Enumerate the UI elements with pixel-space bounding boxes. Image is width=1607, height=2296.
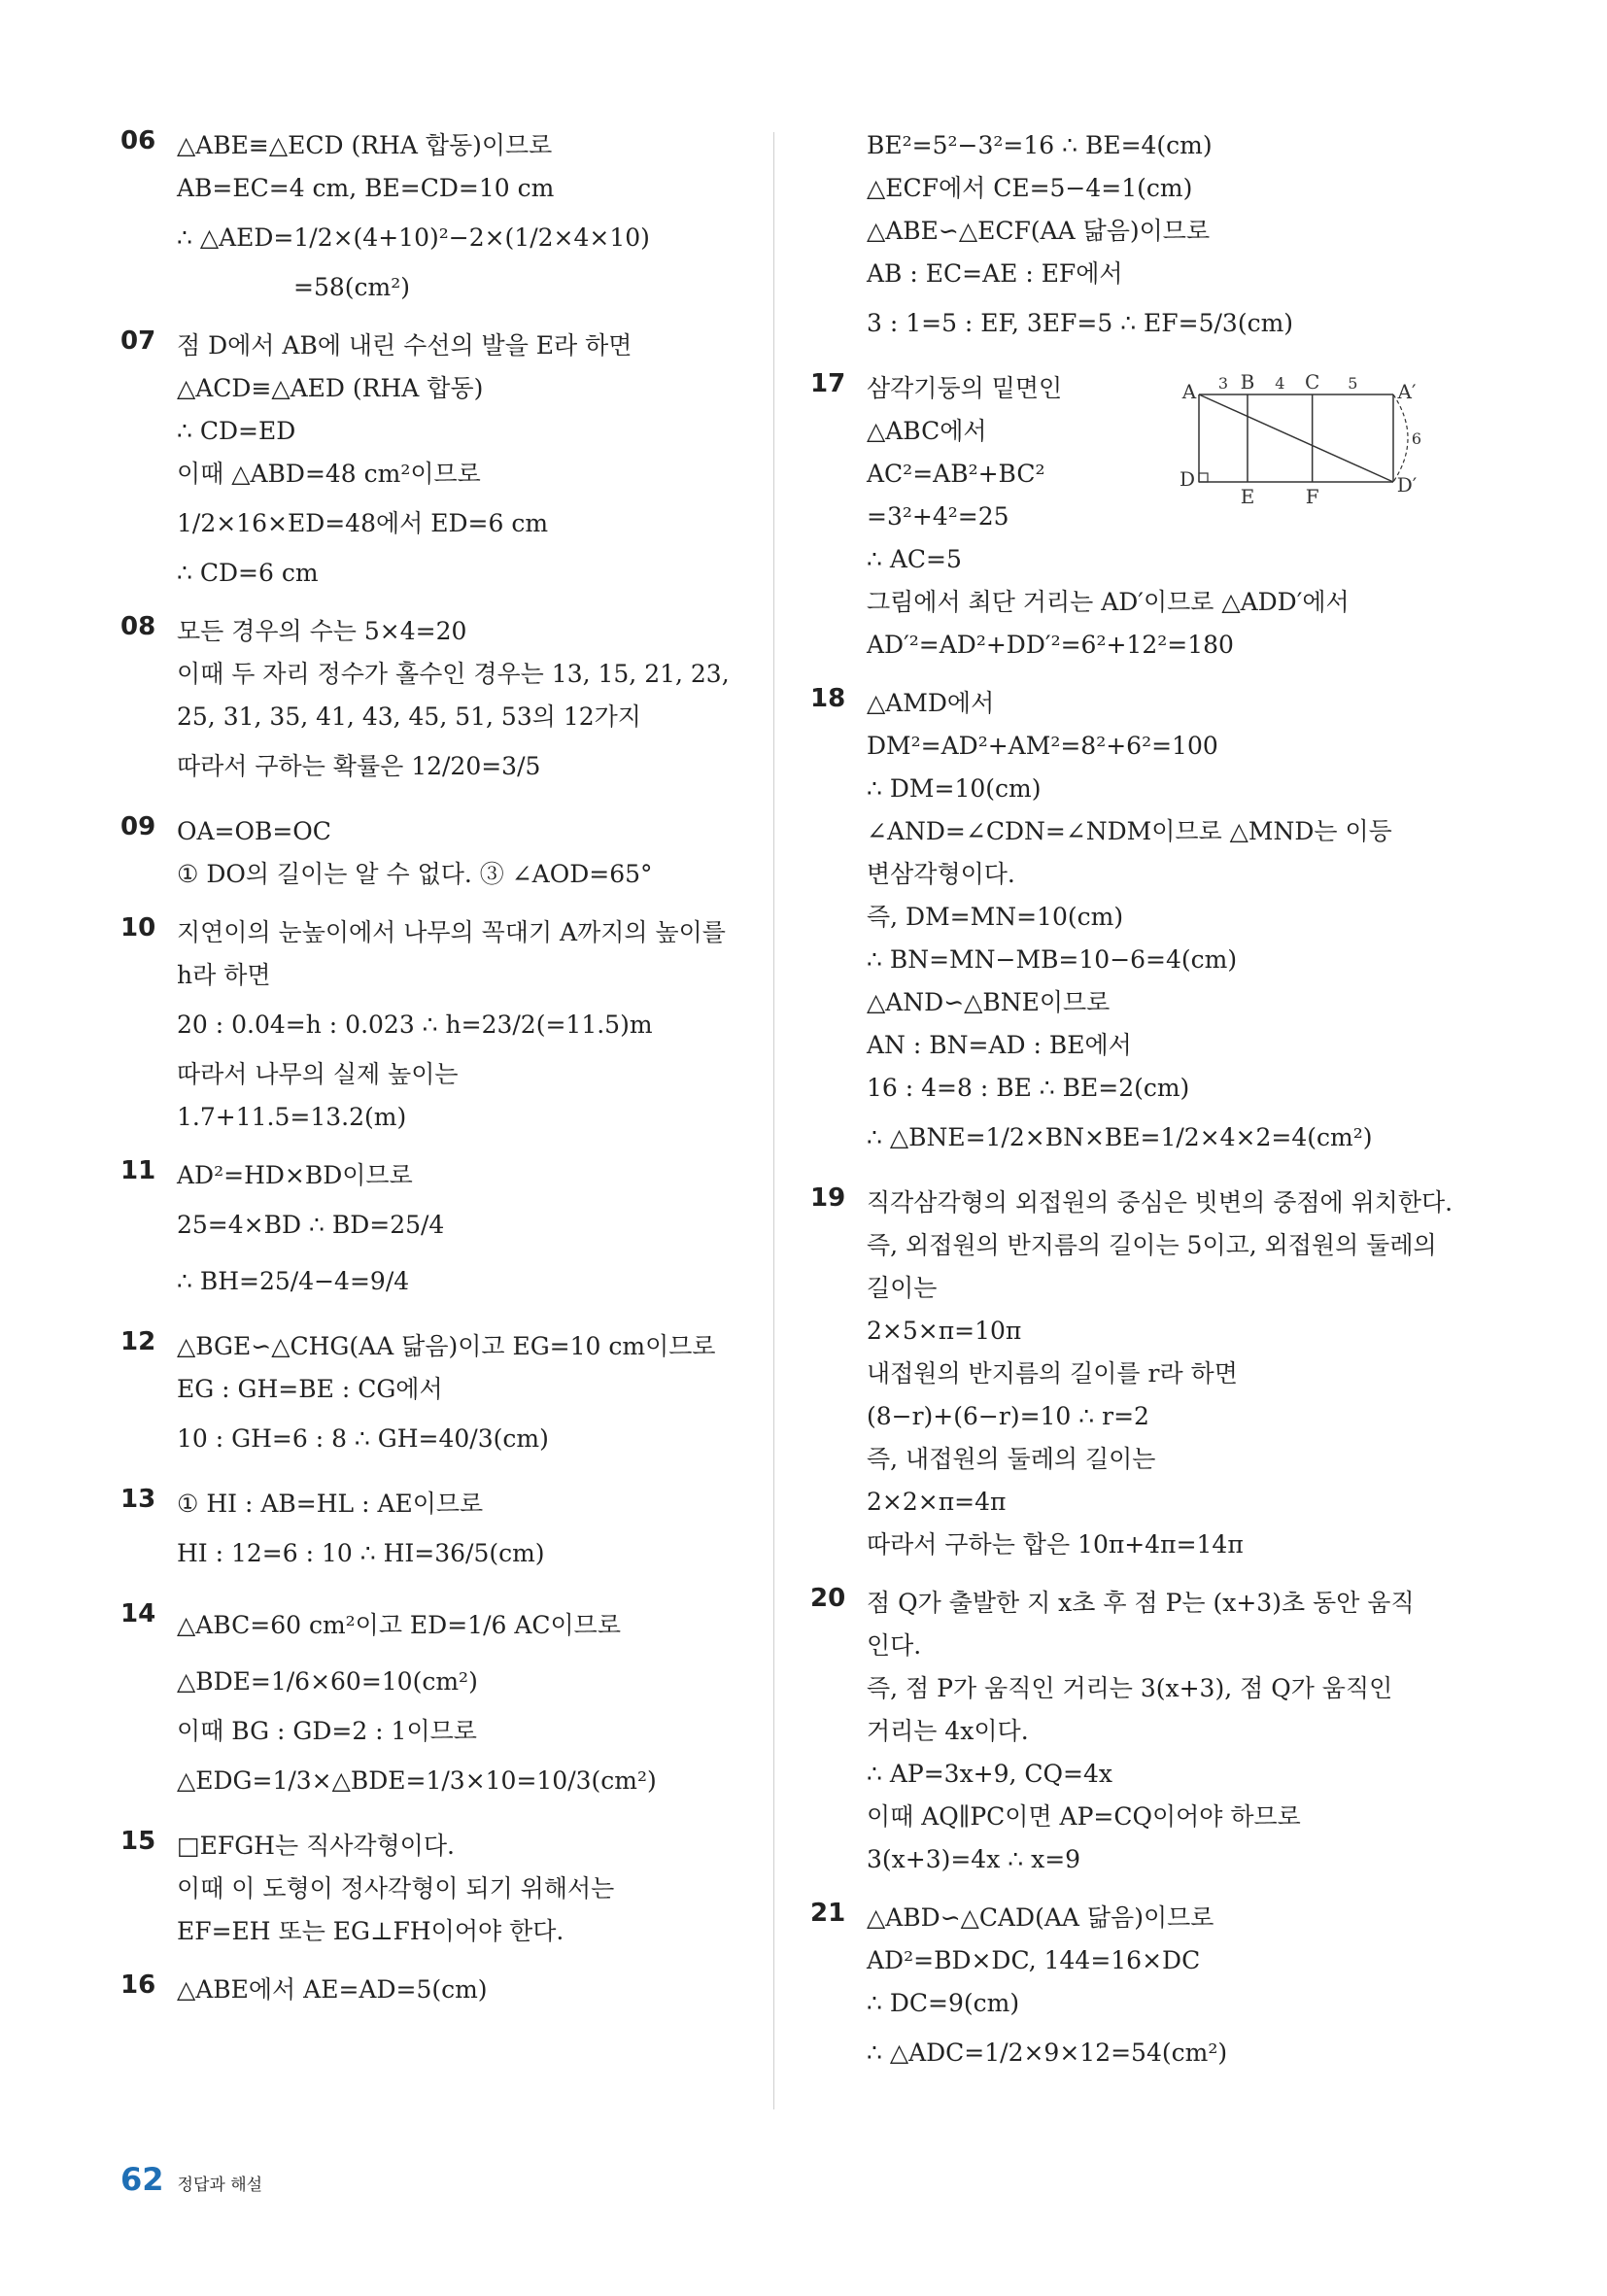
- solution-line: ∴ CD=6 cm: [177, 559, 319, 587]
- prism-net-figure: [1180, 367, 1422, 513]
- problem-20: [810, 1582, 1432, 1881]
- solution-line: 점 Q가 출발한 지 x초 후 점 P는 (x+3)초 동안 움직: [867, 1589, 1415, 1617]
- solution-line: 길이는: [867, 1274, 938, 1302]
- solution-line: 즉, 점 P가 움직인 거리는 3(x+3), 점 Q가 움직인: [867, 1674, 1393, 1702]
- label-a: A: [1181, 380, 1197, 403]
- solution-line: ∠AND=∠CDN=∠NDM이므로 △MND는 이등: [867, 817, 1392, 845]
- solution-line: 삼각기둥의 밑면인: [867, 374, 1063, 402]
- solution-line: △ABC에서: [867, 417, 987, 445]
- solution-line: 25, 31, 35, 41, 43, 45, 51, 53의 12가지: [177, 703, 641, 731]
- problem-19: [810, 1182, 1453, 1566]
- solution-line: △EDG=1/3×△BDE=1/3×10=10/3(cm²): [177, 1766, 657, 1795]
- solution-line: AC²=AB²+BC²: [867, 460, 1045, 488]
- problem-number: 09: [120, 812, 156, 841]
- problem-16: [120, 1969, 752, 2011]
- solution-line: 이때 BG : GD=2 : 1이므로: [177, 1717, 477, 1745]
- segment-ca-length: 5: [1348, 374, 1358, 393]
- problem-06: [120, 124, 752, 309]
- problem-10: [120, 911, 752, 1139]
- problem-number: 16: [120, 1970, 156, 2000]
- problem-13: [120, 1483, 752, 1582]
- solution-line: AD²=HD×BD이므로: [177, 1161, 413, 1189]
- problem-08: [120, 610, 752, 795]
- solution-line: DM²=AD²+AM²=8²+6²=100: [867, 732, 1218, 760]
- problem-number: 13: [120, 1485, 156, 1514]
- solution-line: =3²+4²=25: [867, 502, 1009, 531]
- solution-line: 즉, 내접원의 둘레의 길이는: [867, 1445, 1156, 1473]
- problem-number: 21: [810, 1899, 846, 1928]
- height-arc: [1393, 394, 1408, 482]
- solution-line: ∴ AC=5: [867, 545, 962, 573]
- column-divider: [773, 132, 774, 2109]
- label-e: E: [1240, 485, 1255, 508]
- solution-line: 직각삼각형의 외접원의 중심은 빗변의 중점에 위치한다.: [867, 1188, 1453, 1217]
- solution-line: ∴ BN=MN−MB=10−6=4(cm): [867, 945, 1238, 974]
- label-f: F: [1305, 485, 1319, 508]
- solution-line: 변삼각형이다.: [867, 860, 1015, 888]
- problem-number: 10: [120, 913, 156, 942]
- solution-line: 3(x+3)=4x ∴ x=9: [867, 1845, 1081, 1873]
- solution-line: 따라서 나무의 실제 높이는: [177, 1060, 459, 1088]
- solution-line: 점 D에서 AB에 내린 수선의 발을 E라 하면: [177, 331, 633, 360]
- solution-line: EF=EH 또는 EG⊥FH이어야 한다.: [177, 1917, 564, 1945]
- solution-line: AD′²=AD²+DD′²=6²+12²=180: [867, 631, 1234, 659]
- solution-line: △AND∽△BNE이므로: [867, 988, 1111, 1016]
- solution-line: △ABE∽△ECF(AA 닮음)이므로: [867, 217, 1211, 245]
- solution-line: △BGE∽△CHG(AA 닮음)이고 EG=10 cm이므로: [177, 1332, 716, 1360]
- solution-line: 모든 경우의 수는 5×4=20: [177, 617, 467, 645]
- problem-number: 12: [120, 1327, 156, 1356]
- problem-number: 08: [120, 612, 156, 641]
- solution-line: △ABC=60 cm²이고 ED=1/6 AC이므로: [177, 1611, 621, 1639]
- solution-line: ∴ △ADC=1/2×9×12=54(cm²): [867, 2039, 1228, 2067]
- label-b: B: [1240, 370, 1255, 394]
- solution-line: △ABE에서 AE=AD=5(cm): [177, 1975, 488, 2004]
- page-number: 62: [120, 2161, 164, 2198]
- problem-15: [120, 1825, 752, 1953]
- solution-line: 20 : 0.04=h : 0.023 ∴ h=23/2(=11.5)m: [177, 1011, 653, 1039]
- problem-number: 17: [810, 369, 846, 398]
- segment-ab-length: 3: [1217, 374, 1229, 393]
- problem-number: 06: [120, 126, 156, 155]
- solution-line: △ACD≡△AED (RHA 합동): [177, 374, 484, 402]
- solution-line: AB : EC=AE : EF에서: [867, 259, 1123, 288]
- solution-line: BE²=5²−3²=16 ∴ BE=4(cm): [867, 131, 1213, 159]
- right-column: [810, 124, 1453, 2097]
- label-c: C: [1305, 370, 1320, 394]
- solution-line: EG : GH=BE : CG에서: [177, 1375, 443, 1403]
- label-d: D: [1180, 467, 1196, 491]
- solution-line: 2×5×π=10π: [867, 1317, 1022, 1345]
- page-footer: [120, 2161, 262, 2198]
- problem-continued: [810, 124, 1432, 352]
- solution-line: HI : 12=6 : 10 ∴ HI=36/5(cm): [177, 1539, 545, 1567]
- problem-18: [810, 682, 1432, 1166]
- left-column: [120, 124, 752, 2027]
- solution-line: OA=OB=OC: [177, 817, 331, 845]
- solution-line: (8−r)+(6−r)=10 ∴ r=2: [867, 1402, 1149, 1430]
- problem-number: 11: [120, 1156, 156, 1185]
- solution-line: 인다.: [867, 1631, 922, 1660]
- solution-line: 이때 두 자리 정수가 홀수인 경우는 13, 15, 21, 23,: [177, 660, 730, 688]
- solution-line: 거리는 4x이다.: [867, 1717, 1029, 1745]
- problem-11: [120, 1154, 752, 1310]
- solution-line: 이때 이 도형이 정사각형이 되기 위해서는: [177, 1874, 615, 1902]
- solution-line: 2×2×π=4π: [867, 1488, 1007, 1516]
- solution-line: ∴ CD=ED: [177, 417, 296, 445]
- problem-14: [120, 1597, 752, 1809]
- solution-line: h라 하면: [177, 961, 271, 989]
- segment-bc-length: 4: [1275, 374, 1285, 393]
- solution-line: 따라서 구하는 확률은 12/20=3/5: [177, 752, 541, 780]
- solution-line: 25=4×BD ∴ BD=25/4: [177, 1211, 445, 1239]
- label-a-prime: A′: [1397, 380, 1417, 403]
- problem-09: [120, 810, 752, 896]
- solution-line: ① DO의 길이는 알 수 없다. ③ ∠AOD=65°: [177, 860, 653, 888]
- solution-line: AD²=BD×DC, 144=16×DC: [867, 1946, 1201, 1974]
- problem-number: 18: [810, 684, 846, 713]
- solution-line: ∴ AP=3x+9, CQ=4x: [867, 1760, 1113, 1788]
- solution-line: 이때 AQ∥PC이면 AP=CQ이어야 하므로: [867, 1802, 1301, 1831]
- solution-line: 3 : 1=5 : EF, 3EF=5 ∴ EF=5/3(cm): [867, 309, 1294, 337]
- solution-line: △ABE≡△ECD (RHA 합동)이므로: [177, 131, 553, 159]
- footer-label: 정답과 해설: [177, 2176, 263, 2195]
- problem-17: [810, 367, 1432, 667]
- right-angle-mark: [1199, 473, 1208, 482]
- problem-number: 07: [120, 326, 156, 356]
- solution-line: 1.7+11.5=13.2(m): [177, 1103, 407, 1131]
- problem-number: 14: [120, 1599, 156, 1628]
- diagonal-ad-prime: [1199, 394, 1393, 482]
- solution-line: □EFGH는 직사각형이다.: [177, 1832, 455, 1860]
- solution-line: ∴ △AED=1/2×(4+10)²−2×(1/2×4×10): [177, 223, 650, 252]
- problem-07: [120, 325, 752, 595]
- solution-line: ∴ △BNE=1/2×BN×BE=1/2×4×2=4(cm²): [867, 1123, 1373, 1151]
- solution-line: 지연이의 눈높이에서 나무의 꼭대기 A까지의 높이를: [177, 918, 726, 946]
- solution-line: 16 : 4=8 : BE ∴ BE=2(cm): [867, 1074, 1190, 1102]
- problem-number: 20: [810, 1584, 846, 1613]
- solution-line: ① HI : AB=HL : AE이므로: [177, 1490, 484, 1518]
- solution-line: ∴ DC=9(cm): [867, 1989, 1020, 2017]
- solution-line: 1/2×16×ED=48에서 ED=6 cm: [177, 509, 549, 537]
- solution-line: △ECF에서 CE=5−4=1(cm): [867, 174, 1193, 202]
- solution-line: 이때 △ABD=48 cm²이므로: [177, 460, 481, 488]
- problem-number: 19: [810, 1183, 846, 1213]
- solution-line: ∴ DM=10(cm): [867, 774, 1042, 803]
- solution-line: =58(cm²): [293, 273, 410, 301]
- solution-line: 내접원의 반지름의 길이를 r라 하면: [867, 1359, 1238, 1388]
- problem-21: [810, 1897, 1432, 2081]
- solution-line: ∴ BH=25/4−4=9/4: [177, 1267, 410, 1295]
- problem-number: 15: [120, 1827, 156, 1856]
- solution-line: △BDE=1/6×60=10(cm²): [177, 1667, 478, 1696]
- problem-12: [120, 1325, 752, 1467]
- solution-line: 즉, DM=MN=10(cm): [867, 903, 1124, 931]
- solution-line: AN : BN=AD : BE에서: [867, 1031, 1132, 1059]
- solution-line: 즉, 외접원의 반지름의 길이는 5이고, 외접원의 둘레의: [867, 1231, 1437, 1259]
- solution-line: 10 : GH=6 : 8 ∴ GH=40/3(cm): [177, 1424, 549, 1453]
- height-length: 6: [1411, 429, 1422, 448]
- label-d-prime: D′: [1396, 473, 1418, 497]
- solution-line: AB=EC=4 cm, BE=CD=10 cm: [177, 174, 555, 202]
- solution-line: 그림에서 최단 거리는 AD′이므로 △ADD′에서: [867, 588, 1350, 616]
- solution-line: △ABD∽△CAD(AA 닮음)이므로: [867, 1903, 1214, 1932]
- solution-line: △AMD에서: [867, 689, 995, 717]
- solution-line: 따라서 구하는 합은 10π+4π=14π: [867, 1530, 1244, 1559]
